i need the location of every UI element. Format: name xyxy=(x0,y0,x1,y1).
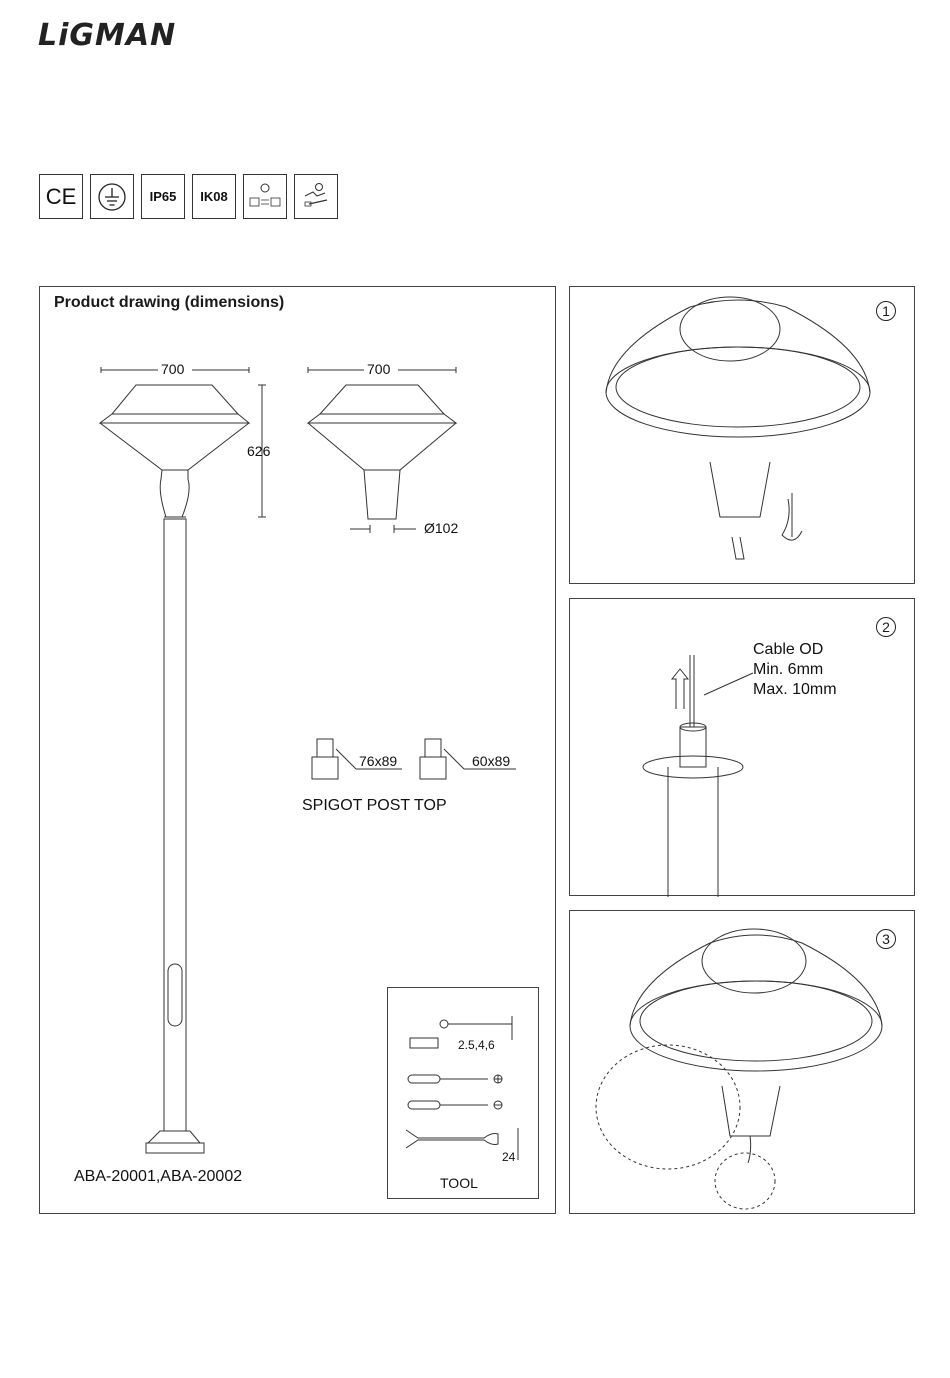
cable-max-label: Max. 10mm xyxy=(753,681,837,698)
dim-height: 626 xyxy=(247,443,271,459)
panel-title: Product drawing (dimensions) xyxy=(54,294,285,311)
dim-diameter: Ø102 xyxy=(424,520,459,536)
step-3-panel xyxy=(569,910,915,1214)
model-numbers: ABA-20001,ABA-20002 xyxy=(74,1168,243,1185)
certification-row xyxy=(39,174,338,219)
brand-logo: LiGMAN xyxy=(38,18,177,53)
spigot-caption: SPIGOT POST TOP xyxy=(302,797,447,814)
ce-mark-icon: CE xyxy=(39,174,83,219)
step-2-illustration xyxy=(570,599,916,897)
ik08-badge: IK08 xyxy=(192,174,236,219)
dim-width-right: 700 xyxy=(367,361,391,377)
installation-tool-icon xyxy=(294,174,338,219)
tool-box xyxy=(387,987,539,1199)
tool-caption: TOOL xyxy=(440,1175,478,1191)
step-2-panel xyxy=(569,598,915,896)
ip65-badge: IP65 xyxy=(141,174,185,219)
earth-ground-icon xyxy=(90,174,134,219)
spigot-size-a: 76x89 xyxy=(359,753,398,769)
cable-min-label: Min. 6mm xyxy=(753,661,824,678)
step-3-illustration xyxy=(570,911,916,1215)
spigot-size-b: 60x89 xyxy=(472,753,511,769)
step-1-panel xyxy=(569,286,915,584)
dim-width-left: 700 xyxy=(161,361,185,377)
step-number: 3 xyxy=(876,929,896,949)
cable-od-label: Cable OD xyxy=(753,641,824,658)
step-number: 1 xyxy=(876,301,896,321)
tool-drawing xyxy=(388,988,540,1200)
step-1-illustration xyxy=(570,287,916,585)
product-drawing-panel xyxy=(39,286,556,1214)
installation-height-icon xyxy=(243,174,287,219)
tool-hex-sizes: 2.5,4,6 xyxy=(458,1038,495,1052)
step-number: 2 xyxy=(876,617,896,637)
tool-wrench-size: 24 xyxy=(502,1150,516,1164)
